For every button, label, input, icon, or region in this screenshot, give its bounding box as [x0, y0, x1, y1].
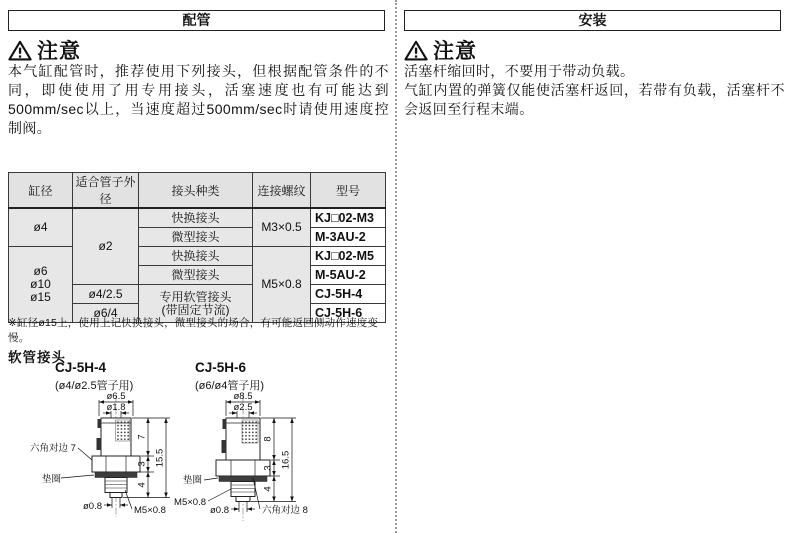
piping-warning-text: 本气缸配管时，推荐使用下列接头，但根据配管条件的不同，即使使用了用专用接头，活塞速度也有可能达到500mm/sec以上，当速度超过500mm/sec时请使用速度控制阀。: [8, 63, 389, 136]
dim-thread-height: 4: [262, 486, 274, 492]
cell-thread-m5: M5×0.8: [253, 247, 311, 323]
cell-model-3: KJ□02-M5: [311, 247, 386, 266]
mounting-warning-line2: 气缸内置的弹簧仅能使活塞杆返回，若带有负载，活塞杆不会返回至行程末端。: [404, 82, 785, 117]
leader-line: [204, 478, 218, 480]
leader-line: [208, 489, 231, 501]
cell-tube-o2: ø2: [73, 208, 139, 285]
cell-thread-m3: M3×0.5: [253, 208, 311, 247]
col-header-bore: 缸径: [9, 173, 73, 209]
col-header-fitting-type: 接头种类: [139, 173, 253, 209]
hose-fitting-section-title: 软管接头: [8, 350, 66, 365]
washer: [95, 472, 137, 478]
bore-line-2: ø10: [30, 277, 51, 291]
thread-section: [231, 482, 255, 497]
warning-header-piping: [8, 35, 81, 65]
cell-model-5: CJ-5H-4: [311, 285, 386, 304]
mounting-warning-line1: 活塞杆缩回时，不要用于带动负载。: [404, 63, 635, 79]
col-header-model: 型号: [311, 173, 386, 209]
knurl-texture: [242, 420, 258, 443]
washer-label: 垫圈: [42, 474, 62, 485]
fitting-body: [92, 418, 140, 498]
dim-total-height: 16.5: [280, 450, 292, 470]
orifice-tip: [236, 497, 250, 502]
table-footnote: ※缸径ø15上，使用上记快换接头，微型接头的场合，有可能返回侧动作速度变慢。: [8, 317, 379, 344]
table-row: [9, 247, 386, 266]
hex-flats-label: 六角对边 8: [262, 505, 308, 516]
leader-line: [125, 490, 132, 509]
dim-outer-dia-label: ø6.5: [106, 391, 126, 402]
section-header-mounting: 安装: [404, 10, 781, 31]
col-header-tube-od: 适合管子外径: [73, 173, 139, 209]
figure2-cj5h6-drawing: [156, 390, 368, 533]
cell-model-2: M-3AU-2: [311, 228, 386, 247]
table-row: [9, 208, 386, 228]
dim-outer-dia-label: ø8.5: [233, 391, 253, 402]
hose-type-line-2: (带固定节流): [161, 302, 230, 317]
knurl-texture: [116, 420, 130, 441]
cell-type-mini-1: 微型接头: [139, 228, 253, 247]
dim-hex-height: 3: [262, 465, 274, 471]
hex-flats-label: 六角对边 7: [30, 443, 76, 454]
leader-line: [78, 448, 92, 460]
washer-label: 垫圈: [182, 475, 202, 486]
cell-type-mini-2: 微型接头: [139, 266, 253, 285]
cell-type-quick-2: 快换接头: [139, 247, 253, 266]
warning-triangle-icon: [404, 40, 428, 61]
bore-line-1: ø6: [33, 264, 48, 278]
dim-thread-height: 4: [136, 482, 148, 488]
warning-title: 注意: [37, 40, 81, 63]
dim-hex-height: 3: [136, 461, 148, 467]
warning-title: 注意: [433, 40, 477, 63]
orifice-dia-label: ø0.8: [82, 501, 102, 512]
cell-tube-o6-4: ø6/4: [73, 304, 139, 323]
hex-nut: [92, 456, 140, 472]
leader-line: [61, 475, 94, 478]
dim-body-height: 8: [262, 436, 274, 442]
bore-line-3: ø15: [30, 290, 51, 304]
seal-detail: [98, 419, 102, 428]
dim-total-height: 15.5: [154, 448, 166, 468]
cell-type-quick-1: 快换接头: [139, 208, 253, 228]
warning-triangle-icon: [8, 40, 32, 61]
orifice-tip: [110, 493, 122, 498]
cell-bore-large: [9, 247, 73, 323]
seal-detail: [222, 440, 227, 453]
cell-model-4: M-5AU-2: [311, 266, 386, 285]
table-header-row: [9, 173, 386, 209]
hose-type-line-1: 专用软管接头: [159, 289, 232, 304]
column-divider: [395, 0, 397, 533]
section-header-piping: 配管: [8, 10, 385, 31]
warning-header-mounting: [404, 35, 477, 65]
fittings-table: [8, 172, 386, 323]
seal-detail: [223, 419, 227, 429]
figure1-model-title: CJ-5H-4: [55, 360, 107, 375]
orifice-dia-label: ø0.8: [209, 505, 229, 516]
cell-model-6: CJ-5H-6: [311, 304, 386, 323]
cell-model-1: KJ□02-M3: [311, 208, 386, 228]
cell-bore-o4: ø4: [9, 208, 73, 247]
seal-detail: [97, 438, 102, 450]
col-header-thread: 连接螺纹: [253, 173, 311, 209]
figure2-model-title: CJ-5H-6: [195, 360, 247, 375]
washer: [219, 476, 267, 482]
dim-body-height: 7: [136, 434, 148, 440]
thread-section: [105, 478, 127, 493]
figure2-subtitle: (ø6/ø4管子用): [195, 380, 265, 392]
thread-size-label: M5×0.8: [134, 505, 166, 516]
dim-inner-dia-label: ø2.5: [233, 402, 253, 413]
cell-tube-o4-25: ø4/2.5: [73, 285, 139, 304]
dim-inner-dia-label: ø1.8: [106, 402, 126, 413]
figure1-subtitle: (ø4/ø2.5管子用): [55, 380, 134, 392]
thread-size-label: M5×0.8: [174, 497, 206, 508]
